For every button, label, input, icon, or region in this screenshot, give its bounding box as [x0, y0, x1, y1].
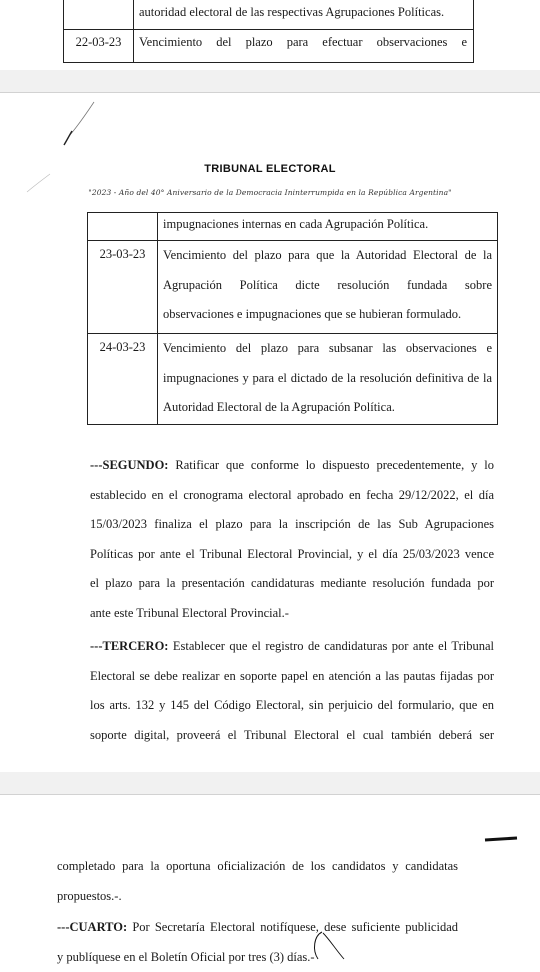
- schedule-table-top: [63, 0, 474, 63]
- cell-line: Vencimiento del plazo para que la Autoridad Electoral de la: [163, 247, 492, 263]
- page-gap-bottom: [0, 772, 540, 794]
- paragraph-line: [90, 451, 494, 481]
- page-edge: [0, 92, 540, 93]
- segundo-heading: ---SEGUNDO:: [90, 458, 168, 472]
- paragraph-line: Políticas por ante el Tribunal Electoral Provincial, y el día 25/03/2023 vence: [90, 540, 494, 570]
- ink-smudge: [484, 834, 518, 844]
- cell-line: impugnaciones internas en cada Agrupación Política.: [163, 217, 492, 232]
- date-cell: [64, 0, 134, 30]
- table-row: [88, 334, 498, 425]
- cuarto-paragraph: [57, 913, 458, 972]
- cell-line: Autoridad Electoral de la Agrupación Política.: [163, 399, 492, 415]
- page-gap-top: [0, 70, 540, 92]
- date-cell: 23-03-23: [88, 241, 158, 334]
- cell-line: Vencimiento del plazo para efectuar observaciones e: [139, 35, 467, 50]
- paragraph-text: Por Secretaría Electoral notifíquese, dese suficiente publicidad: [127, 920, 458, 934]
- signature-mark: [308, 930, 348, 960]
- cuarto-heading: ---CUARTO:: [57, 920, 127, 934]
- date-cell: 22-03-23: [64, 30, 134, 63]
- paragraph-line: Electoral se debe realizar en soporte papel en atención a las pautas fijadas por: [90, 662, 494, 692]
- paragraph-line: ante este Tribunal Electoral Provincial.-: [90, 599, 494, 629]
- description-cell: [134, 30, 474, 63]
- schedule-table: [87, 212, 498, 425]
- year-motto: "2023 - Año del 40° Aniversario de la Democracia Ininterrumpida en la República Argentina": [0, 188, 540, 197]
- pen-stroke-mark: [56, 100, 100, 150]
- cell-line: Vencimiento del plazo para subsanar las observaciones e: [163, 340, 492, 356]
- paragraph-line: [57, 913, 458, 943]
- paragraph-line: soporte digital, proveerá el Tribunal Electoral el cual también deberá ser: [90, 721, 494, 751]
- paragraph-text: Ratificar que conforme lo dispuesto precedentemente, y lo: [168, 458, 494, 472]
- paragraph-line: y publíquese en el Boletín Oficial por tres (3) días.-: [57, 943, 458, 972]
- tercero-heading: ---TERCERO:: [90, 639, 168, 653]
- cell-line: observaciones e impugnaciones que se hubieran formulado.: [163, 306, 492, 322]
- table-row: [64, 30, 474, 63]
- tercero-paragraph: [90, 632, 494, 750]
- segundo-paragraph: [90, 451, 494, 628]
- paragraph-line: establecido en el cronograma electoral aprobado en fecha 29/12/2022, el día: [90, 481, 494, 511]
- date-cell: 24-03-23: [88, 334, 158, 425]
- page-edge: [0, 794, 540, 795]
- paragraph-line: 15/03/2023 finaliza el plazo para la inscripción de las Sub Agrupaciones: [90, 510, 494, 540]
- paragraph-line: los arts. 132 y 145 del Código Electoral, sin perjuicio del formulario, que en: [90, 691, 494, 721]
- table-row: [88, 213, 498, 241]
- description-cell: [158, 213, 498, 241]
- date-cell: [88, 213, 158, 241]
- page-title: TRIBUNAL ELECTORAL: [0, 163, 540, 175]
- paragraph-line: completado para la oportuna oficialización de los candidatos y candidatas: [57, 852, 458, 882]
- paragraph-line: [90, 632, 494, 662]
- tercero-continuation: [57, 852, 458, 911]
- paragraph-line: el plazo para la presentación candidaturas mediante resolución fundada por: [90, 569, 494, 599]
- paragraph-line: propuestos.-.: [57, 882, 458, 912]
- description-cell: [158, 334, 498, 425]
- paragraph-text: Establecer que el registro de candidaturas por ante el Tribunal: [168, 639, 494, 653]
- description-cell: [158, 241, 498, 334]
- description-cell: [134, 0, 474, 30]
- cell-line: impugnaciones y para el dictado de la resolución definitiva de la: [163, 370, 492, 386]
- cell-line: autoridad electoral de las respectivas Agrupaciones Políticas.: [139, 5, 467, 20]
- table-row: [64, 0, 474, 30]
- cell-line: Agrupación Política dicte resolución fundada sobre: [163, 277, 492, 293]
- table-row: [88, 241, 498, 334]
